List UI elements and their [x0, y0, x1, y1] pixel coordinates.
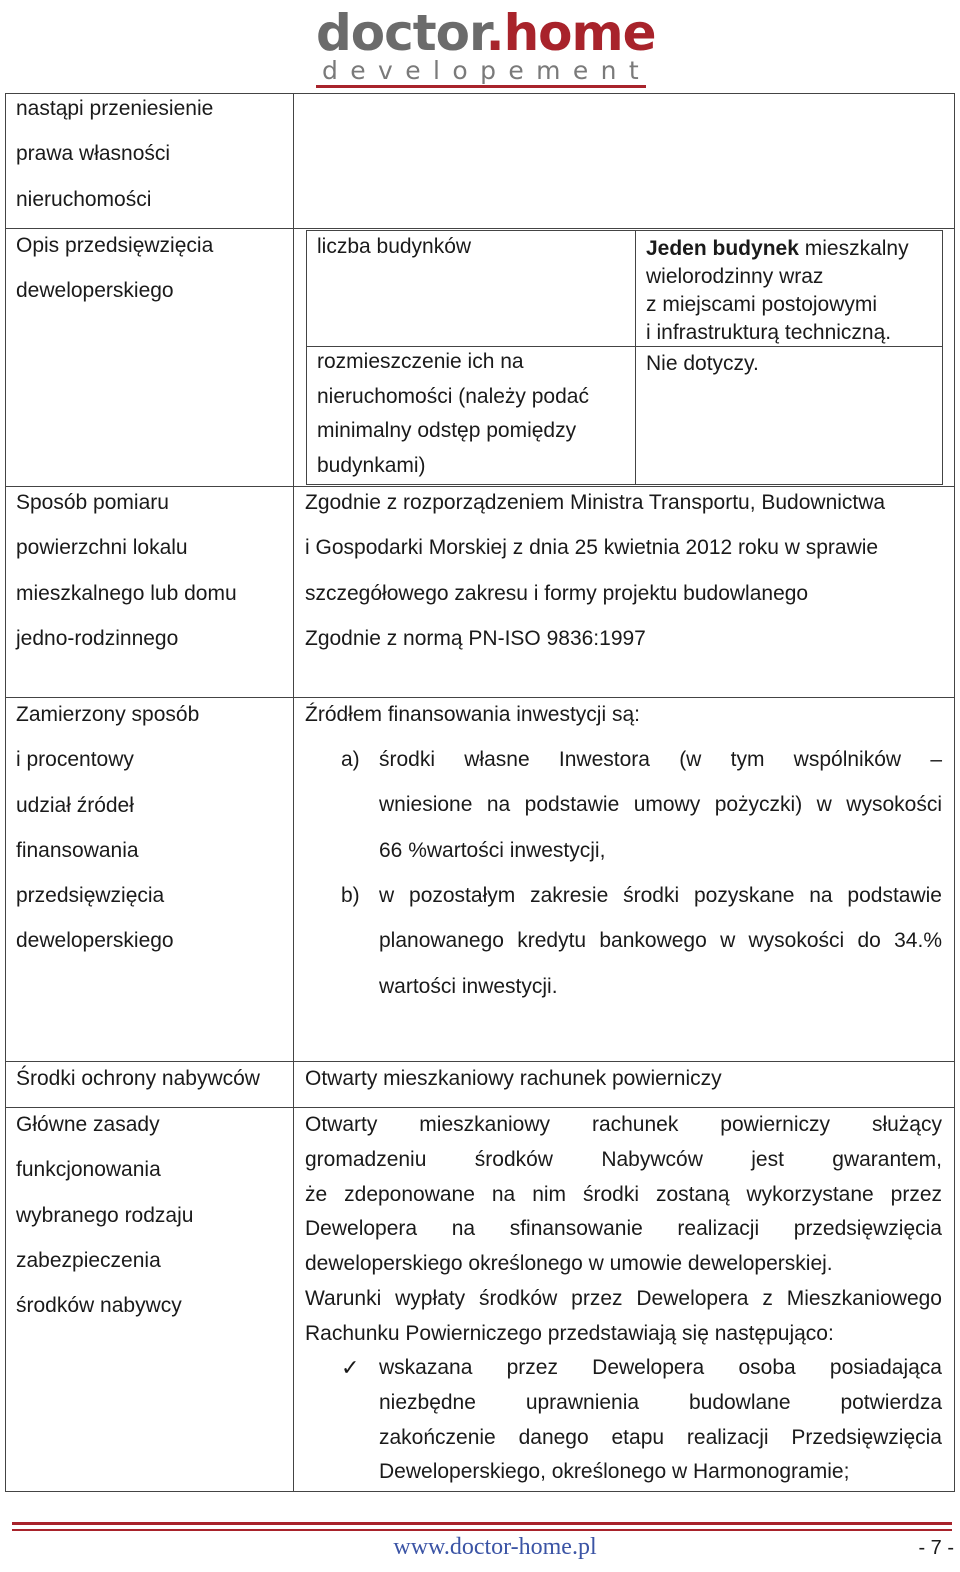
placement-value: Nie dotyczy.	[646, 352, 759, 375]
row3-label-line: mieszkalnego lub domu	[16, 581, 237, 605]
row6-label-line: wybranego rodzaju	[16, 1203, 194, 1227]
financing-b-marker: b)	[341, 884, 360, 907]
logo-part2: home	[503, 4, 656, 62]
measurement-line: szczegółowego zakresu i formy projektu budowlanego	[305, 581, 809, 605]
building-count-value	[646, 235, 909, 347]
escrow-line: Otwarty mieszkaniowy rachunek powierniczy służący	[305, 1113, 942, 1136]
escrow-line: Warunki wypłaty środków przez Dewelopera z Mieszkaniowego	[305, 1286, 942, 1310]
logo-part1: doctor	[316, 4, 486, 62]
payout-line: Deweloperskiego, określonego w Harmonogramie;	[379, 1460, 850, 1484]
measurement-method	[305, 480, 885, 661]
row1-label-line: nastąpi przeniesienie	[16, 97, 214, 120]
row2-label-line: Opis przedsięwzięcia	[16, 234, 214, 257]
logo-subtitle: developement	[322, 56, 652, 85]
financing-a-line: wniesione na podstawie umowy pożyczki) w wysokości	[379, 793, 942, 817]
escrow-line: gromadzeniu środków Nabywców jest gwarantem,	[305, 1147, 942, 1171]
escrow-line: Dewelopera na sfinansowanie realizacji przedsięwzięcia	[305, 1217, 942, 1241]
building-count-label: liczba budynków	[317, 235, 472, 258]
building-count-bold: Jeden budynek	[646, 237, 799, 260]
row2-label-line: deweloperskiego	[16, 279, 174, 303]
placement-label-line: nieruchomości (należy podać	[317, 384, 589, 408]
payout-condition	[379, 1351, 942, 1490]
measurement-line: i Gospodarki Morskiej z dnia 25 kwietnia 2012 roku w sprawie	[305, 536, 879, 560]
financing-a-line: środki własne Inwestora (w tym wspólników –	[379, 748, 942, 771]
building-count-line: i infrastrukturą techniczną.	[646, 321, 892, 344]
building-count-line: z miejscami postojowymi	[646, 293, 878, 316]
row4-label-line: i procentowy	[16, 748, 134, 772]
footer-rule-bottom	[12, 1529, 952, 1531]
payout-line: niezbędne uprawnienia budowlane potwierdza	[379, 1390, 942, 1414]
placement-label-line: rozmieszczenie ich na	[317, 350, 524, 373]
row3-label-line: powierzchni lokalu	[16, 536, 188, 560]
logo-dot: .	[485, 4, 504, 62]
page-number: - 7 -	[918, 1537, 954, 1559]
row4-label-line: finansowania	[16, 838, 139, 862]
row3-label	[16, 480, 237, 661]
measurement-line: Zgodnie z normą PN-ISO 9836:1997	[305, 626, 646, 650]
placement-label-line: budynkami)	[317, 453, 426, 477]
escrow-line: Rachunku Powierniczego przedstawiają się następująco:	[305, 1321, 834, 1345]
row6-label-line: funkcjonowania	[16, 1158, 161, 1182]
financing-b-line: planowanego kredytu bankowego w wysokości do 34.%	[379, 929, 942, 953]
row6-label-line: Główne zasady	[16, 1113, 160, 1136]
financing-a-text	[379, 737, 942, 873]
placement-label-line: minimalny odstęp pomiędzy	[317, 419, 577, 442]
row1-label-line: nieruchomości	[16, 187, 152, 211]
row1-label-line: prawa własności	[16, 142, 171, 166]
footer-rule-top	[12, 1522, 952, 1525]
escrow-paragraph	[305, 1108, 942, 1352]
building-count-line: wielorodzinny wraz	[646, 265, 824, 288]
logo-wordmark	[316, 4, 656, 62]
building-count-rest: mieszkalny	[798, 237, 909, 260]
row6-label-line: zabezpieczenia	[16, 1248, 161, 1272]
logo	[316, 4, 656, 88]
measurement-line: Zgodnie z rozporządzeniem Ministra Transportu, Budownictwa	[305, 491, 886, 514]
logo-underline	[316, 85, 646, 88]
row5-label: Środki ochrony nabywców	[16, 1067, 260, 1090]
row4-label	[16, 692, 199, 964]
financing-b-text	[379, 873, 942, 1009]
escrow-line: że zdeponowane na nim środki zostaną wykorzystane przez	[305, 1182, 942, 1206]
financing-intro: Źródłem finansowania inwestycji są:	[305, 703, 640, 726]
financing-b-line: w pozostałym zakresie środki pozyskane na podstawie	[379, 884, 942, 907]
row4-label-line: przedsięwzięcia	[16, 884, 165, 908]
row4-label-line: deweloperskiego	[16, 929, 174, 953]
footer-website-link[interactable]: www.doctor-home.pl	[393, 1534, 597, 1560]
row4-label-line: Zamierzony sposób	[16, 703, 200, 726]
row2-label	[16, 223, 213, 314]
payout-line: wskazana przez Dewelopera osoba posiadająca	[379, 1356, 942, 1379]
row3-label-line: jedno-rodzinnego	[16, 626, 179, 650]
escrow-line: deweloperskiego określonego w umowie deweloperskiej.	[305, 1252, 833, 1276]
row3-label-line: Sposób pomiaru	[16, 491, 169, 514]
protection-value: Otwarty mieszkaniowy rachunek powierniczy	[305, 1067, 722, 1090]
placement-label	[317, 345, 589, 483]
checkmark-icon: ✓	[341, 1355, 360, 1380]
financing-b-line: wartości inwestycji.	[379, 974, 558, 998]
row4-label-line: udział źródeł	[16, 793, 134, 817]
row1-label	[16, 86, 213, 222]
row6-label	[16, 1102, 193, 1328]
row6-label-line: środków nabywcy	[16, 1294, 182, 1318]
financing-a-marker: a)	[341, 748, 360, 771]
financing-a-line: 66 %wartości inwestycji,	[379, 838, 606, 862]
payout-line: zakończenie danego etapu realizacji Przedsięwzięcia	[379, 1425, 942, 1449]
